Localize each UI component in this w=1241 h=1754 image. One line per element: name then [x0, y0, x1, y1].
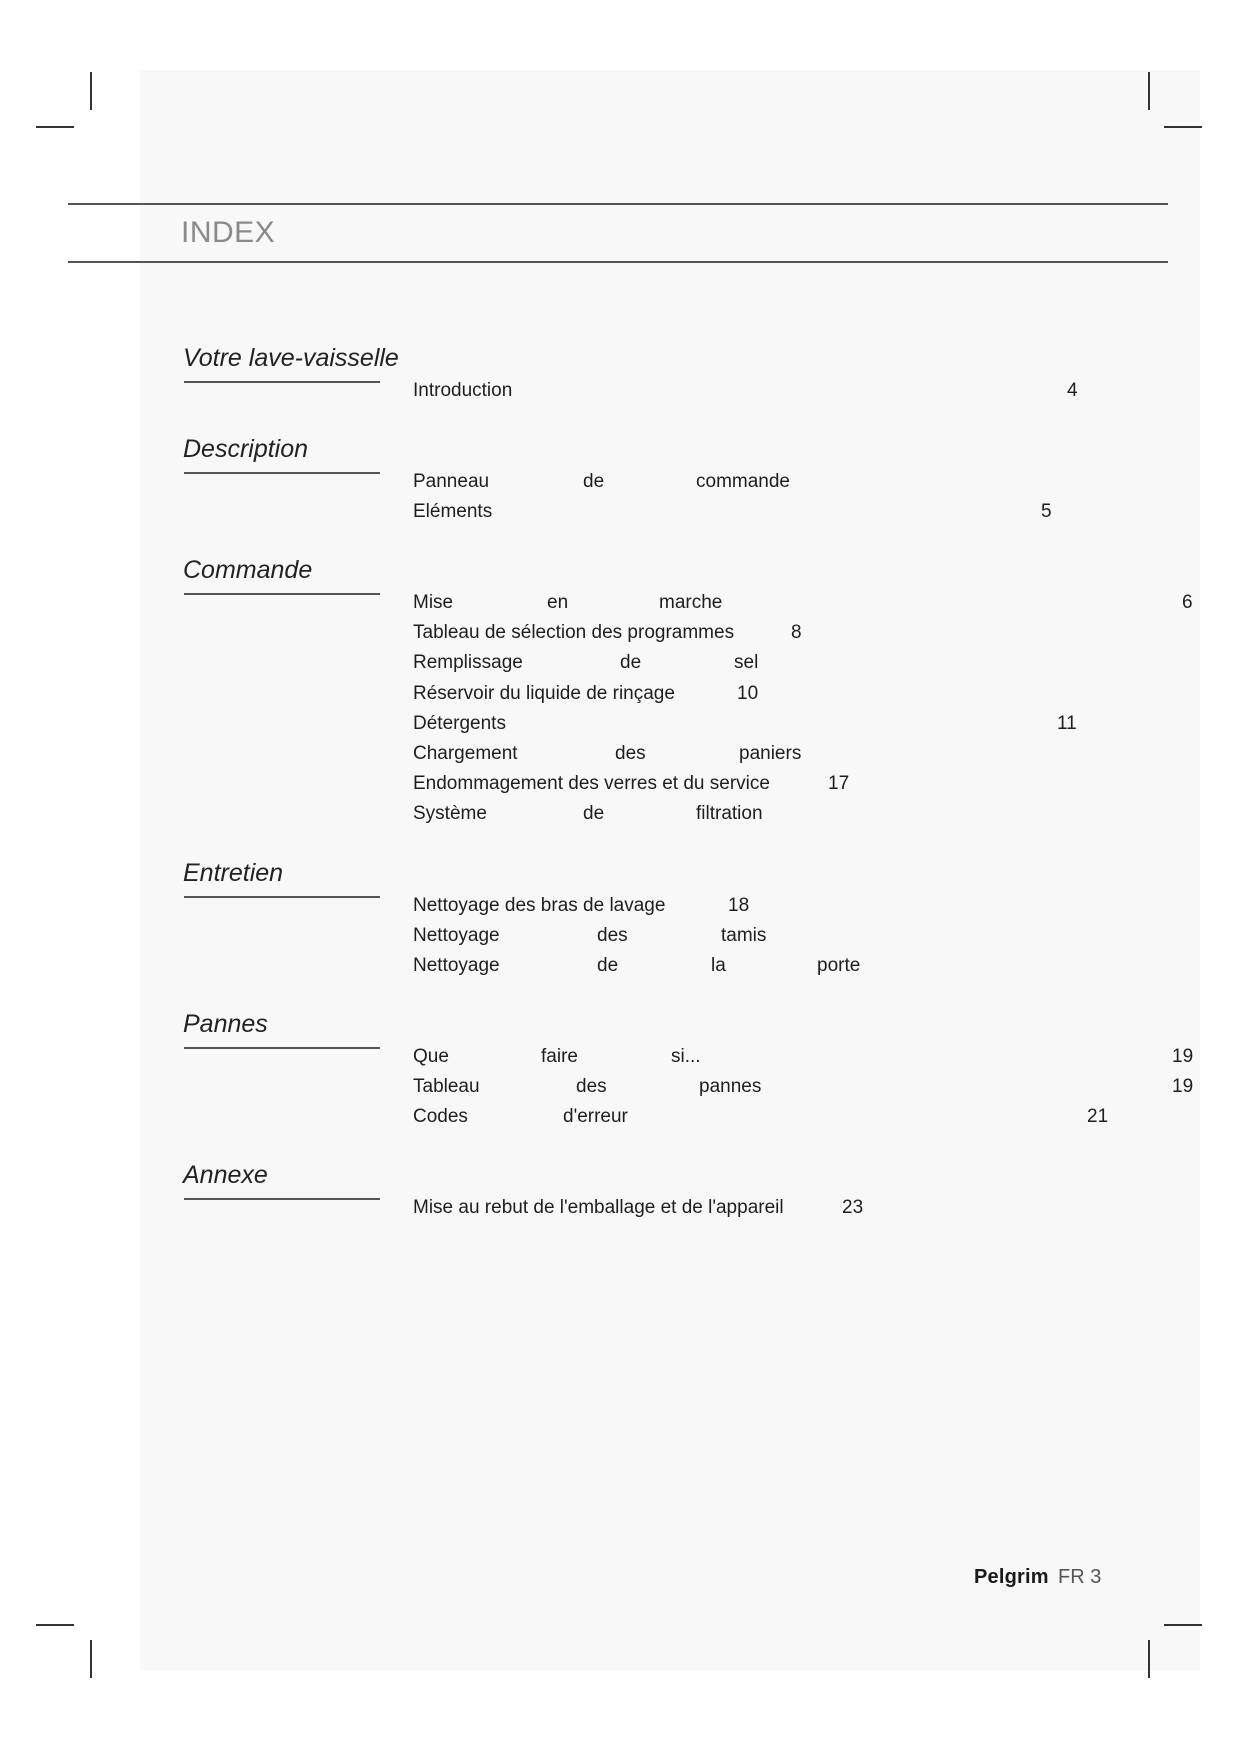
toc-elements-label: Eléments [413, 501, 493, 522]
crop-mark-bottom-right-h [1164, 1624, 1202, 1626]
header-rule-top [68, 203, 1168, 205]
toc-remplissage-word-2: de [620, 652, 642, 673]
section-title-commande: Commande [183, 556, 313, 584]
crop-mark-top-left-v [90, 72, 92, 110]
toc-nettoyage-tamis-word-2: des [597, 925, 628, 946]
toc-introduction-page: 4 [1067, 380, 1078, 401]
section-title-description: Description [183, 435, 309, 463]
toc-nettoyage-porte-word-3: la [711, 955, 726, 976]
toc-tableau-pannes-page: 19 [1172, 1076, 1194, 1097]
crop-mark-top-right-v [1148, 72, 1150, 110]
toc-que-faire-word-1: Que [413, 1046, 449, 1067]
toc-panneau-word-2: de [583, 471, 605, 492]
page-title: INDEX [181, 216, 276, 249]
toc-nettoyage-bras-label: Nettoyage des bras de lavage [413, 895, 666, 916]
section-title-pannes: Pannes [183, 1010, 268, 1038]
toc-detergents-label: Détergents [413, 713, 506, 734]
toc-reservoir-page: 10 [737, 683, 759, 704]
section-underline [184, 593, 380, 595]
section-underline [184, 381, 380, 383]
toc-que-faire-word-2: faire [541, 1046, 578, 1067]
section-underline [184, 472, 380, 474]
toc-mise-en-marche-word-2: en [547, 592, 569, 613]
section-underline [184, 896, 380, 898]
toc-mise-en-marche-page: 6 [1182, 592, 1193, 613]
section-underline [184, 1047, 380, 1049]
section-title-entretien: Entretien [183, 859, 284, 887]
toc-systeme-word-1: Système [413, 803, 487, 824]
toc-elements-page: 5 [1041, 501, 1052, 522]
toc-tableau-pannes-word-1: Tableau [413, 1076, 480, 1097]
toc-mise-en-marche-word-3: marche [659, 592, 723, 613]
crop-mark-top-right-h [1164, 126, 1202, 128]
toc-que-faire-word-3: si... [671, 1046, 701, 1067]
section-title-votre-lave-vaisselle: Votre lave-vaisselle [183, 344, 399, 372]
toc-systeme-word-2: de [583, 803, 605, 824]
toc-systeme-word-3: filtration [696, 803, 763, 824]
page-number: FR 3 [1058, 1566, 1102, 1588]
toc-que-faire-page: 19 [1172, 1046, 1194, 1067]
brand-logo: Pelgrim [974, 1566, 1049, 1588]
section-underline [184, 1198, 380, 1200]
crop-mark-bottom-right-v [1148, 1640, 1150, 1678]
toc-codes-erreur-page: 21 [1087, 1106, 1109, 1127]
toc-detergents-page: 11 [1057, 713, 1077, 734]
toc-codes-erreur-word-2: d'erreur [563, 1106, 628, 1127]
toc-remplissage-word-1: Remplissage [413, 652, 523, 673]
toc-panneau-word-3: commande [696, 471, 790, 492]
page-shading [140, 70, 1200, 1670]
crop-mark-bottom-left-v [90, 1640, 92, 1678]
toc-reservoir-label: Réservoir du liquide de rinçage [413, 683, 675, 704]
toc-nettoyage-porte-word-1: Nettoyage [413, 955, 500, 976]
header-rule-bottom [68, 261, 1168, 263]
toc-mise-au-rebut-label: Mise au rebut de l'emballage et de l'appareil [413, 1197, 784, 1218]
toc-endommagement-page: 17 [828, 773, 850, 794]
toc-panneau-word-1: Panneau [413, 471, 490, 492]
toc-tableau-selection-page: 8 [791, 622, 802, 643]
toc-chargement-word-3: paniers [739, 743, 802, 764]
toc-nettoyage-tamis-word-3: tamis [721, 925, 767, 946]
section-title-annexe: Annexe [183, 1161, 268, 1189]
toc-nettoyage-porte-word-4: porte [817, 955, 861, 976]
toc-remplissage-word-3: sel [734, 652, 759, 673]
toc-introduction-label: Introduction [413, 380, 513, 401]
toc-nettoyage-tamis-word-1: Nettoyage [413, 925, 500, 946]
toc-mise-au-rebut-page: 23 [842, 1197, 864, 1218]
toc-chargement-word-2: des [615, 743, 646, 764]
crop-mark-bottom-left-h [36, 1624, 74, 1626]
toc-codes-erreur-word-1: Codes [413, 1106, 468, 1127]
toc-endommagement-label: Endommagement des verres et du service [413, 773, 770, 794]
toc-mise-en-marche-word-1: Mise [413, 592, 454, 613]
toc-chargement-word-1: Chargement [413, 743, 518, 764]
toc-nettoyage-bras-page: 18 [728, 895, 750, 916]
toc-nettoyage-porte-word-2: de [597, 955, 619, 976]
crop-mark-top-left-h [36, 126, 74, 128]
toc-tableau-selection-label: Tableau de sélection des programmes [413, 622, 735, 643]
toc-tableau-pannes-word-3: pannes [699, 1076, 762, 1097]
toc-tableau-pannes-word-2: des [576, 1076, 607, 1097]
